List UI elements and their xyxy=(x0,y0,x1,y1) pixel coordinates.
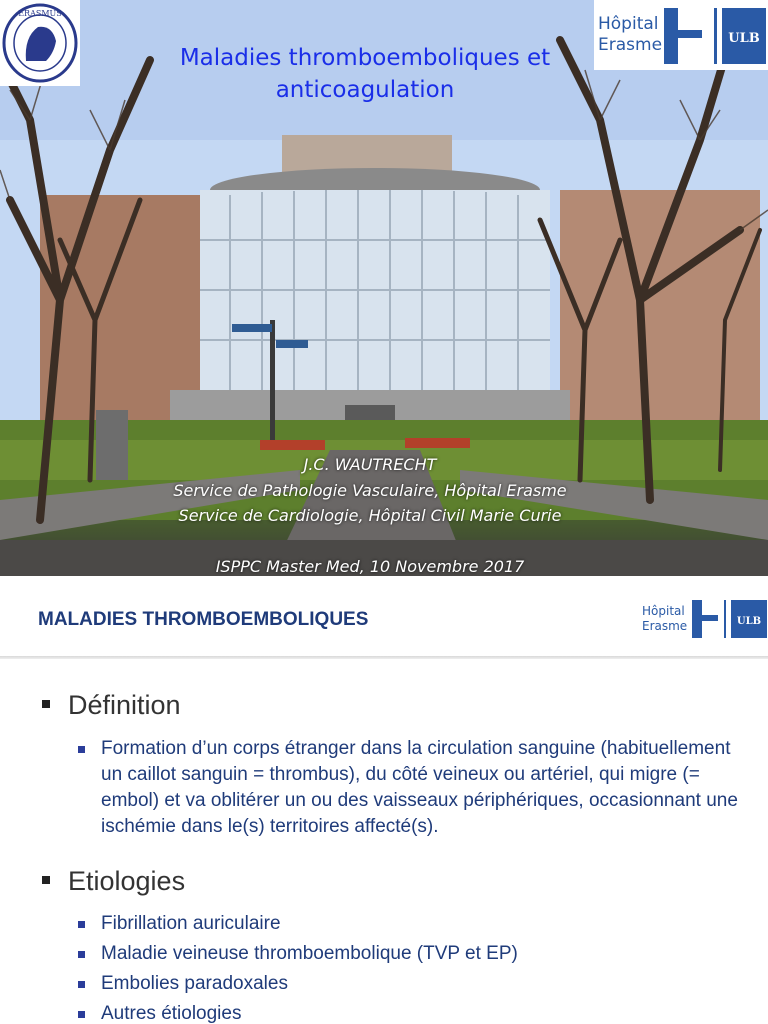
hopital-erasme-ulb-logo-small xyxy=(640,598,768,640)
square-bullet-icon xyxy=(42,700,50,708)
square-bullet-icon xyxy=(78,746,85,753)
affiliation-2: Service de Cardiologie, Hôpital Civil Marie Curie xyxy=(178,506,562,525)
content-slide: MALADIES THROMBOEMBOLIQUES Hôpital Erasme ULB Définition Formation d’un corps étranger dans la circulation sanguine (habituellement un caillot sanguin = thrombus), du côté veineux ou artériel, qui migre (= embol) et va oblitérer un ou des vaisseaux périphériques, occasionnant une ischémie dans le(s) territoires affecté(s). Etiologies Fibrillation auriculaire Maladie veineuse thromboembolique (TVP et EP) Embolies paradoxales Autres étiologies xyxy=(0,576,768,1024)
square-bullet-icon xyxy=(78,981,85,988)
hopital-erasme-ulb-logo xyxy=(594,0,768,70)
presentation-credits xyxy=(100,452,640,576)
hopital-logo-small-line2: Erasme xyxy=(642,619,688,633)
hopital-logo-small-line1: Hôpital xyxy=(642,604,685,618)
erasmus-logo-text: ERASMUS xyxy=(18,9,62,18)
slide-title xyxy=(150,42,580,106)
hopital-logo-line1: Hôpital xyxy=(598,14,659,34)
square-bullet-icon xyxy=(78,921,85,928)
ulb-logo-text: ULB xyxy=(728,31,760,46)
hopital-cross-small-icon xyxy=(692,600,718,638)
square-bullet-icon xyxy=(78,951,85,958)
square-bullet-icon xyxy=(78,1011,85,1018)
slide-title-line2: anticoagulation xyxy=(275,77,455,103)
event-date: ISPPC Master Med, 10 Novembre 2017 xyxy=(215,556,525,576)
erasmus-seal-icon xyxy=(2,3,78,83)
hopital-cross-icon xyxy=(664,8,702,64)
erasmus-logo xyxy=(0,0,80,86)
content-slide-title: MALADIES THROMBOEMBOLIQUES xyxy=(38,609,369,630)
ulb-logo-small-text: ULB xyxy=(736,616,762,627)
affiliation-1: Service de Pathologie Vasculaire, Hôpital Erasme xyxy=(173,480,567,500)
header-divider xyxy=(0,656,768,659)
hopital-logo-line2: Erasme xyxy=(598,35,663,55)
square-bullet-icon xyxy=(42,876,50,884)
author-name: J.C. WAUTRECHT xyxy=(303,455,437,474)
slide-title-line1: Maladies thromboemboliques et xyxy=(179,45,551,71)
